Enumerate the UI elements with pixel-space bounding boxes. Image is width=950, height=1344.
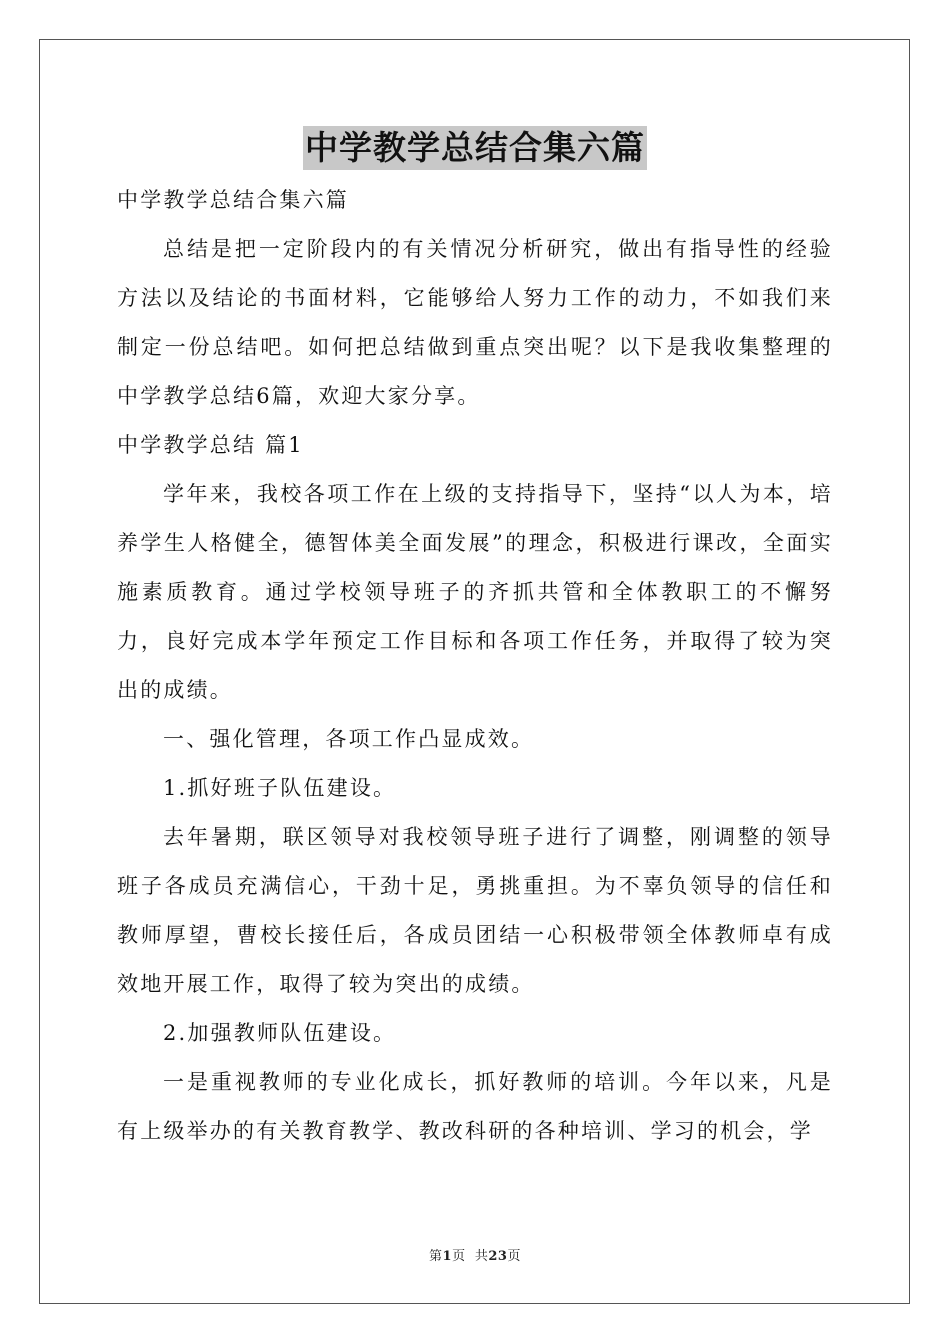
paragraph-subtitle: 中学教学总结合集六篇 — [117, 188, 349, 212]
paragraph-teacher-training: 一是重视教师的专业化成长，抓好教师的培训。今年以来，凡是有上级举办的有关教育教学、教改科研的各种培训、学习的机会，学 — [117, 1070, 833, 1143]
heading-teacher-team: 2.加强教师队伍建设。 — [163, 1021, 397, 1045]
document-body — [117, 176, 833, 1156]
section-heading-1: 中学教学总结 篇1 — [117, 433, 304, 457]
footer-page-suffix: 页 — [507, 1249, 521, 1264]
document-title: 中学教学总结合集六篇 — [303, 126, 647, 170]
paragraph-intro: 总结是把一定阶段内的有关情况分析研究，做出有指导性的经验方法以及结论的书面材料，它能够给人努力工作的动力，不如我们来制定一份总结吧。如何把总结做到重点突出呢？以下是我收集整理的中学教学总结6篇，欢迎大家分享。 — [117, 237, 833, 408]
footer-page-total: 23 — [488, 1249, 508, 1264]
title-area — [0, 126, 950, 170]
footer-page-current: 1 — [442, 1249, 453, 1264]
footer-page-prefix: 第 — [429, 1249, 443, 1264]
paragraph-overview: 学年来，我校各项工作在上级的支持指导下，坚持“以人为本，培养学生人格健全，德智体美全面发展”的理念，积极进行课改，全面实施素质教育。通过学校领导班子的齐抓共管和全体教职工的不懈努力，良好完成本学年预定工作目标和各项工作任务，并取得了较为突出的成绩。 — [117, 482, 833, 702]
footer-page-mid: 页 共 — [452, 1249, 489, 1264]
paragraph-leadership: 去年暑期，联区领导对我校领导班子进行了调整，刚调整的领导班子各成员充满信心，干劲十足，勇挑重担。为不辜负领导的信任和教师厚望，曹校长接任后，各成员团结一心积极带领全体教师卓有成效地开展工作，取得了较为突出的成绩。 — [117, 825, 833, 996]
page-footer — [0, 1245, 950, 1264]
heading-leadership-team: 1.抓好班子队伍建设。 — [163, 776, 397, 800]
heading-management: 一、强化管理，各项工作凸显成效。 — [163, 727, 535, 751]
